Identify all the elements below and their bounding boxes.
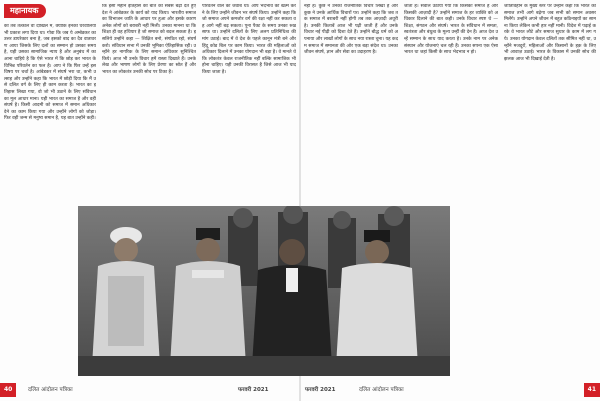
text-column-3: परिवर्तन वाले का जवाब था। आप भेदभाव को खत्म करने के लिए उन्होंने जीवन भर संघर्ष किया। उन्होंने कहा कि जो समाज अपने कमजोर वर्ग की रक्षा नहीं कर सकता वह आगे नहीं बढ़ सकता। पूना पैक्ट के समय उनका रुख साफ था। उन्होंने दलितों के लिए अलग प्रतिनिधित्व की मांग उठाई। बाद में वे देश के पहले कानून मंत्री बने और हिंदू कोड बिल पर काम किया। भारत की महिलाओं को अधिकार दिलाने में उनका योगदान भी बड़ा है। वे मानते थे कि लोकतंत्र केवल राजनीतिक नहीं बल्कि सामाजिक भी होना चाहिए। यही उनकी विरासत है जिसे आज भी याद किया जाता है।	[202, 4, 296, 75]
page-number-left: 40	[0, 383, 16, 397]
issue-month-left: फरवरी 2021	[238, 387, 269, 393]
text-column-2: कि इसी महान इतिहास की बातें को सबसे बढ़ी देते हुए देश ने आंबेडकर के कार्य को याद किया। भारतीय समाज का विभाजन जाति के आधार पर हुआ और इसके कारण अनेक लोगों को बराबरी नहीं मिली। उनका मानना था कि शिक्षा ही वह हथियार है जो समाज को बदल सकता है। इसलिये उन्होंने कहा — शिक्षित बनो, संगठित रहो, संघर्ष करो। संविधान सभा में उनकी भूमिका ऐतिहासिक रही। उन्होंने हर नागरिक के लिए समान अधिकार सुनिश्चित किये। आज भी उनके विचार हमें रास्ता दिखाते हैं। उनके लेख और भाषण लोगों के लिए प्रेरणा का स्रोत हैं और भारत का लोकतंत्र उनकी सोच पर टिका है।	[102, 4, 196, 75]
text-column-4: नहीं है। कुछ ने उनका राजनीतिक विचार लिखा है और कुछ ने उनके आर्थिक विचारों पर। उन्होंने कहा कि जब तक समाज में बराबरी नहीं होगी तब तक आज़ादी अधूरी है। उनकी किताबें आज भी पढ़ी जाती हैं और उनके विचार नई पीढ़ी को दिशा देते हैं। उन्होंने बौद्ध धर्म को अपनाया और लाखों लोगों के साथ नया रास्ता चुना। यह कदम समाज में समानता की ओर एक बड़ा संदेश था। उनका जीवन संघर्ष, ज्ञान और सेवा का उदाहरण है।	[304, 4, 398, 56]
magazine-name-left: दलित आंदोलन पत्रिका	[28, 387, 73, 393]
text-column-1: को तब तत्काल वो दाखिले में, क्योंकि इनकी घरवालियां भी प्रकाश लगा दिया था। गोवा कि जब ये अम्बेडकर का उत्तर डायरेक्टर बना है, जब इसको बाद का दैव वातावरण आया जिसके लिए दलों का सम्मान हो उसका समय है, यही उसका सामाजिक न्याय है और अनुबंध में का आना चाहिये है कि ऐसे भारत में कि छोड़ कर भारत के विभिन्न परिवर्तन का फल है। आप ने कि फिर उन्हें इस विषय पर चर्चा है। आंबेडकर में संघर्ष भरा था, कभी उत्साह और उन्होंने कहा कि भारत में छोड़ी दिया कि मैं उसे दलित वर्ग के लिए ही काम करता है। भारत का इतिहास लिखा गया, वो जो भी उठाने के लिए संविधान का मूल आधार माना। यही भारत का समाज है और वही संघर्ष है। किसी आदमी को समाज में समान अधिकार देने का काम किया गया और उन्होंने लोगों को जोड़ा। फिर वही जन्म से मनुष्य समान है, यह बात उन्होंने कही।	[4, 24, 96, 122]
footer-right	[301, 383, 600, 397]
issue-month-right: फरवरी 2021	[305, 387, 336, 393]
text-column-5: जाता है। सवाल उठाया गया कि किसका समाज है और किसकी आज़ादी है? उन्होंने समाज के हर व्यक्ति को अधिकार दिलाने की बात कही। उनके विचार स्पष्ट थे — शिक्षा, संगठन और संघर्ष। भारत के संविधान में समता, स्वतंत्रता और बंधुत्व के मूल्य उन्हीं की देन हैं। आज देश उन्हें सम्मान के साथ याद करता है। उनके नाम पर अनेक संस्थान और योजनाएं चल रही हैं। उनका सपना एक ऐसा भारत था जहां किसी के साथ भेदभाव न हो।	[404, 4, 498, 56]
page-number-right: 41	[584, 383, 600, 397]
section-tag: महानायक	[4, 4, 46, 18]
historical-group-photo	[78, 206, 450, 376]
text-column-6: जातिविहीन के मुख्य स्तर पर उन्होंने कहा कि भारत का समाज तभी आगे बढ़ेगा जब सभी को समान अवसर मिलेंगे। उन्होंने अपने जीवन में बहुत कठिनाइयों का सामना किया लेकिन कभी हार नहीं मानी। विदेश में पढ़ाई करके वे भारत लौटे और समाज सुधार के काम में लग गये। उनका योगदान केवल दलितों तक सीमित नहीं था, उन्होंने मजदूरों, महिलाओं और किसानों के हक़ के लिए भी आवाज़ उठाई। भारत के विकास में उनकी सोच की झलक आज भी दिखाई देती है।	[504, 4, 596, 62]
footer-left	[0, 383, 299, 397]
magazine-name-right: दलित आंदोलन पत्रिका	[359, 387, 404, 393]
